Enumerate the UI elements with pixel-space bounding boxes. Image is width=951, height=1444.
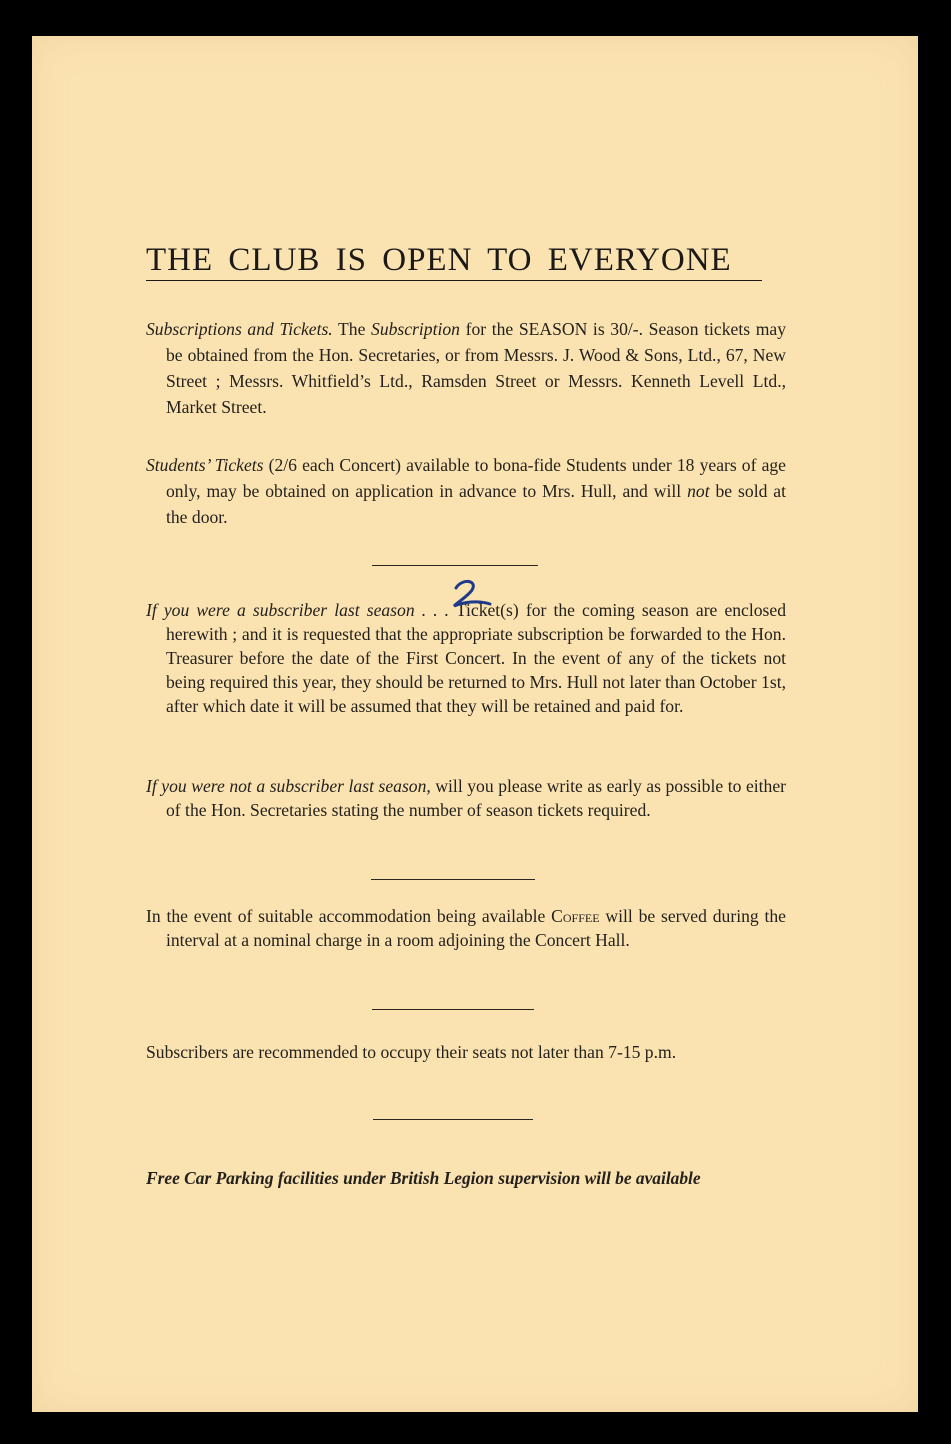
last-season-lead: If you were a subscriber last season . . .: [146, 600, 450, 620]
last-season-paragraph: [146, 598, 786, 718]
subscriptions-text-3: for the SEASON is 30/-. Season tickets may be obtained from the Hon. Secretaries, or from Messrs. J. Wood & Sons, Ltd., 67, New Street ; Messrs. Whitfield’s Ltd., Ramsden Street or Messrs. Kenneth Levell Ltd., Market Street.: [166, 319, 786, 417]
not-subscriber-lead: If you were not a subscriber last season,: [146, 776, 431, 796]
students-text-3: be sold at the door.: [166, 481, 787, 527]
coffee-text-2: Coffee: [551, 906, 600, 926]
subscriptions-text-2: Subscription: [371, 319, 460, 339]
seats-text: Subscribers are recommended to occupy their seats not later than 7-15 p.m.: [146, 1042, 677, 1062]
divider-3: [372, 1009, 534, 1010]
footer-note: Free Car Parking facilities under British Legion supervision will be available: [146, 1168, 701, 1188]
page-title: THE CLUB IS OPEN TO EVERYONE: [146, 242, 762, 281]
students-lead: Students’ Tickets: [146, 455, 264, 475]
not-subscriber-text: will you please write as early as possible to either of the Hon. Secretaries stating the number of season tickets required.: [166, 776, 786, 820]
last-season-text: Ticket(s) for the coming season are enclosed herewith ; and it is requested that the appropriate subscription be forwarded to the Hon. Treasurer before the date of the First Concert. In the event of any of the tickets not being required this year, they should be returned to Mrs. Hull not later than October 1st, after which date it will be assumed that they will be retained and paid for.: [166, 600, 786, 716]
subscriptions-text-1: The: [332, 319, 372, 339]
students-paragraph: [146, 452, 786, 530]
students-text-1: (2/6 each Concert) available to bona-fide Students under 18 years of age only, may be obtained on application in advance to Mrs. Hull, and will: [166, 455, 786, 501]
seats-paragraph: [146, 1040, 786, 1064]
coffee-paragraph: [146, 904, 786, 952]
not-subscriber-paragraph: [146, 774, 786, 822]
show-through-decoration: [190, 150, 198, 184]
handwritten-number-2: [448, 578, 494, 612]
coffee-text-1: In the event of suitable accommodation being available: [146, 906, 552, 926]
subscriptions-lead: Subscriptions and Tickets.: [146, 319, 333, 339]
divider-4: [373, 1119, 533, 1120]
divider-1: [372, 565, 538, 566]
coffee-text-3: will be served during the interval at a nominal charge in a room adjoining the Concert Hall.: [166, 906, 786, 950]
subscriptions-paragraph: [146, 316, 786, 420]
divider-2: [371, 879, 535, 880]
students-text-2: not: [687, 481, 710, 501]
